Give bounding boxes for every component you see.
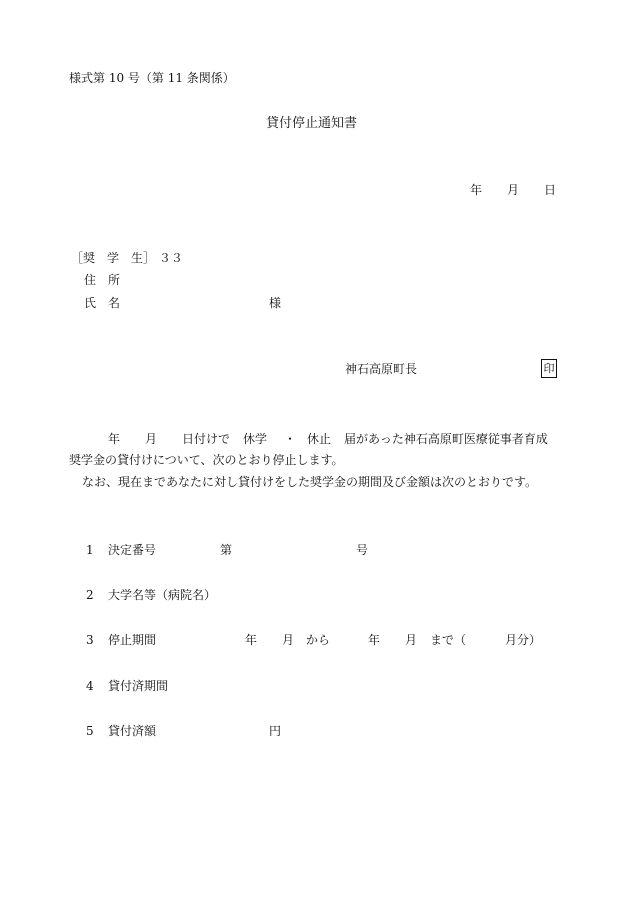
body-line1-rest: 届があった神石高原町医療従事者育成 <box>344 432 548 446</box>
amount-unit: 円 <box>269 724 282 738</box>
body-option-leave: 休学 <box>243 432 268 446</box>
body-line2: 奨学金の貸付けについて、次のとおり停止します。 <box>69 453 344 467</box>
item-label: 貸付済期間 <box>108 679 169 693</box>
date-day: 日 <box>544 183 557 197</box>
recipient-category: ［奨 学 生］ ３３ <box>71 251 183 265</box>
decision-suffix: 号 <box>356 543 369 557</box>
body-line3: なお、現在まであなたに対し貸付けをした奨学金の期間及び金額は次のとおりです。 <box>82 475 538 489</box>
issuer-title: 神石高原町長 <box>345 362 418 376</box>
item-number: 4 <box>86 679 94 693</box>
item-label: 決定番号 <box>108 543 157 557</box>
name-label: 氏 名 <box>84 296 121 310</box>
body-day-suffix: 日付けで <box>182 432 231 446</box>
period-end-month: 月 <box>405 633 418 647</box>
date-year: 年 <box>470 183 483 197</box>
form-number: 様式第 10 号（第 11 条関係） <box>69 71 235 85</box>
document-title: 貸付停止通知書 <box>266 116 358 131</box>
period-start-month: 月 <box>282 633 295 647</box>
item-number: 2 <box>86 588 94 602</box>
item-number: 3 <box>86 633 94 647</box>
date-month: 月 <box>507 183 520 197</box>
body-option-stop: 休止 <box>307 432 332 446</box>
body-option-dot: ・ <box>284 432 297 446</box>
address-label: 住 所 <box>84 273 121 287</box>
period-months: 月分） <box>505 633 542 647</box>
item-label: 貸付済額 <box>108 724 157 738</box>
item-label: 停止期間 <box>108 633 157 647</box>
item-number: 5 <box>86 724 94 738</box>
period-start-year: 年 <box>245 633 258 647</box>
body-month: 月 <box>145 432 158 446</box>
period-until: まで（ <box>430 633 467 647</box>
period-from: から <box>306 633 331 647</box>
honorific: 様 <box>269 296 282 310</box>
item-number: 1 <box>86 543 94 557</box>
item-label: 大学名等（病院名） <box>108 588 217 602</box>
seal-mark: 印 <box>541 359 557 378</box>
period-end-year: 年 <box>368 633 381 647</box>
body-year: 年 <box>108 432 121 446</box>
decision-prefix: 第 <box>220 543 233 557</box>
